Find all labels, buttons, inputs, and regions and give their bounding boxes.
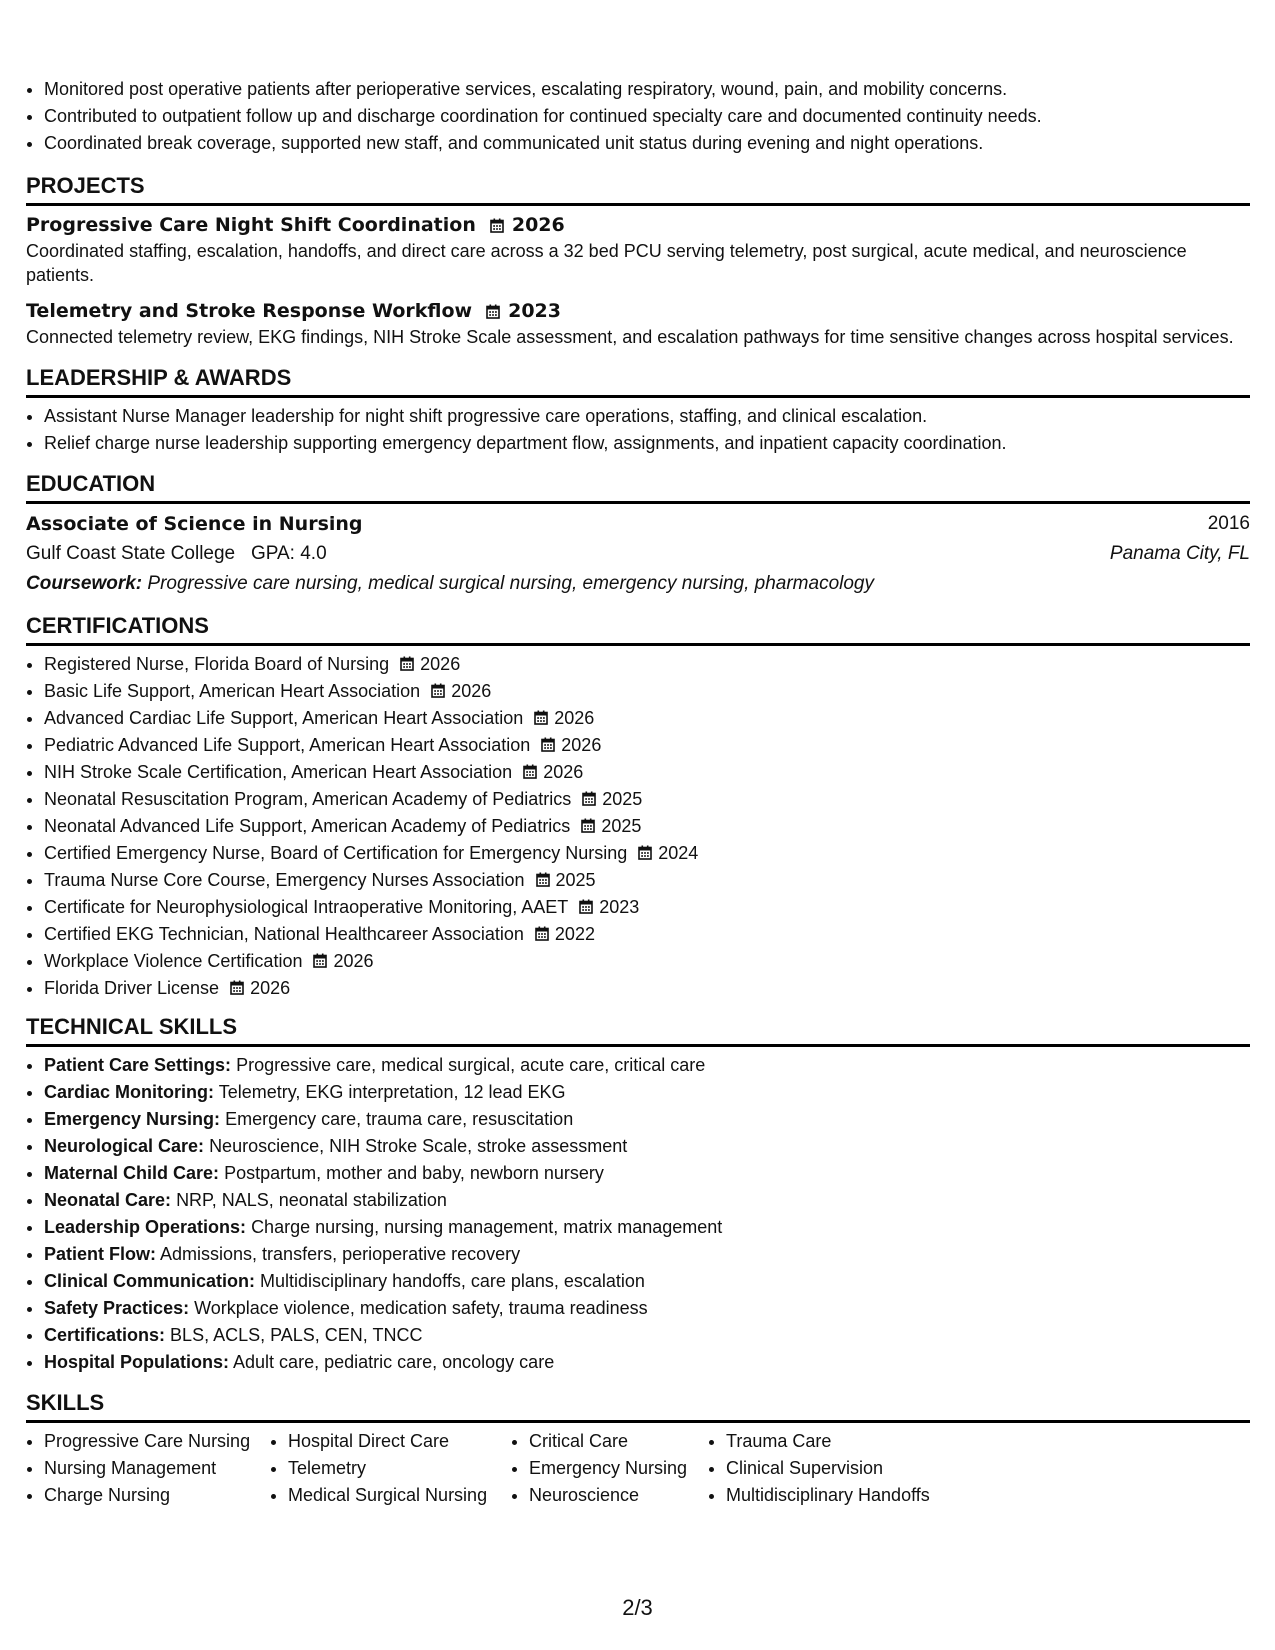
certification-year: 2026 (333, 951, 374, 971)
technical-skill-item (44, 1349, 1250, 1376)
technical-skill-label: Leadership Operations: (44, 1217, 247, 1237)
project-title-row (26, 297, 1250, 325)
technical-skills-list (26, 1052, 1250, 1376)
technical-skill-item (44, 1214, 1250, 1241)
graduation-year: 2016 (1207, 513, 1250, 534)
section-heading: CERTIFICATIONS (26, 613, 209, 638)
calendar-icon (541, 737, 555, 752)
skill-item: • Nursing Management (44, 1455, 270, 1482)
certification-name: Trauma Nurse Core Course, Emergency Nurses Association (44, 870, 525, 890)
project-year: 2026 (511, 214, 565, 236)
certification-year: 2026 (420, 654, 461, 674)
technical-skill-value: Postpartum, mother and baby, newborn nursery (224, 1163, 604, 1183)
technical-skill-item (44, 1268, 1250, 1295)
section-divider (26, 501, 1250, 504)
certification-item (44, 921, 1250, 948)
certification-year: 2025 (601, 816, 642, 836)
skill-item: • Critical Care (529, 1428, 708, 1455)
page-number: 2/3 (622, 1595, 653, 1620)
section-divider (26, 643, 1250, 646)
section-heading: TECHNICAL SKILLS (26, 1014, 238, 1039)
certification-name: Advanced Cardiac Life Support, American Heart Association (44, 708, 524, 728)
certification-year: 2026 (451, 681, 492, 701)
technical-skill-value: Admissions, transfers, perioperative recovery (160, 1244, 521, 1264)
technical-skill-value: Multidisciplinary handoffs, care plans, escalation (260, 1271, 645, 1291)
technical-skill-label: Safety Practices: (44, 1298, 190, 1318)
technical-skill-value: Workplace violence, medication safety, trauma readiness (194, 1298, 648, 1318)
experience-bullets (26, 76, 1250, 157)
skills-column (26, 1428, 270, 1509)
certification-name: Workplace Violence Certification (44, 951, 303, 971)
project-title: Telemetry and Stroke Response Workflow (26, 300, 473, 322)
certification-name: Neonatal Advanced Life Support, American Academy of Pediatrics (44, 816, 571, 836)
certification-name: Florida Driver License (44, 978, 220, 998)
certification-item (44, 651, 1250, 678)
certification-item (44, 813, 1250, 840)
calendar-icon (535, 926, 549, 941)
project-description: Connected telemetry review, EKG findings, NIH Stroke Scale assessment, and escalation pathways for time sensitive changes across hospital services. (26, 327, 1234, 347)
technical-skill-item (44, 1160, 1250, 1187)
calendar-icon (536, 872, 550, 887)
skills-column (708, 1428, 948, 1509)
certification-name: Basic Life Support, American Heart Association (44, 681, 421, 701)
section-divider (26, 203, 1250, 206)
skills-columns (26, 1428, 1250, 1509)
skill-item: • Neuroscience (529, 1482, 708, 1509)
technical-skill-label: Neurological Care: (44, 1136, 205, 1156)
calendar-icon (400, 656, 414, 671)
calendar-icon (581, 818, 595, 833)
certification-item (44, 678, 1250, 705)
technical-skill-value: Charge nursing, nursing management, matrix management (251, 1217, 723, 1237)
certification-item (44, 732, 1250, 759)
technical-skill-value: Adult care, pediatric care, oncology care (233, 1352, 555, 1372)
certification-item (44, 867, 1250, 894)
certification-year: 2026 (543, 762, 584, 782)
education-school-row (26, 539, 1250, 569)
certification-name: Certified EKG Technician, National Healthcareer Association (44, 924, 524, 944)
technical-skill-item (44, 1241, 1250, 1268)
education-degree-row (26, 509, 1250, 539)
technical-skill-label: Patient Flow: (44, 1244, 156, 1264)
certifications-section (26, 613, 1250, 1002)
certification-item (44, 948, 1250, 975)
coursework-list: Progressive care nursing, medical surgical nursing, emergency nursing, pharmacology (147, 573, 874, 594)
technical-skill-item (44, 1187, 1250, 1214)
technical-skill-label: Patient Care Settings: (44, 1055, 232, 1075)
coursework-label: Coursework: (26, 573, 143, 594)
education-section (26, 471, 1250, 599)
leadership-list (26, 403, 1250, 457)
certification-year: 2022 (554, 924, 595, 944)
certification-name: Certified Emergency Nurse, Board of Certification for Emergency Nursing (44, 843, 628, 863)
skill-item: • Progressive Care Nursing (44, 1428, 270, 1455)
certification-year: 2026 (554, 708, 595, 728)
list-item: • Monitored post operative patients after perioperative services, escalating respiratory, wound, pain, and mobility concerns. (44, 76, 1250, 103)
certification-item (44, 840, 1250, 867)
list-item: • Relief charge nurse leadership supporting emergency department flow, assignments, and inpatient capacity coordination. (44, 430, 1250, 457)
project-entry (26, 211, 1250, 287)
technical-skill-label: Clinical Communication: (44, 1271, 256, 1291)
project-title: Progressive Care Night Shift Coordination (26, 214, 476, 236)
project-description: Coordinated staffing, escalation, handoffs, and direct care across a 32 bed PCU serving telemetry, post surgical, acute medical, and neuroscience patients. (26, 241, 1187, 285)
certification-name: Certificate for Neurophysiological Intraoperative Monitoring, AAET (44, 897, 569, 917)
calendar-icon (582, 791, 596, 806)
leadership-section (26, 365, 1250, 457)
project-title-row (26, 211, 1250, 239)
calendar-icon (486, 304, 500, 319)
calendar-icon (579, 899, 593, 914)
certification-item (44, 894, 1250, 921)
technical-skill-item (44, 1052, 1250, 1079)
list-item: • Assistant Nurse Manager leadership for night shift progressive care operations, staffing, and clinical escalation. (44, 403, 1250, 430)
technical-skill-value: BLS, ACLS, PALS, CEN, TNCC (170, 1325, 423, 1345)
certification-item (44, 705, 1250, 732)
certification-item (44, 759, 1250, 786)
skills-column (511, 1428, 708, 1509)
projects-section (26, 173, 1250, 349)
technical-skill-value: Progressive care, medical surgical, acute care, critical care (236, 1055, 706, 1075)
project-entry (26, 297, 1250, 349)
certification-item (44, 975, 1250, 1002)
section-divider (26, 395, 1250, 398)
technical-skill-item (44, 1295, 1250, 1322)
coursework-row (26, 569, 1250, 599)
certification-name: Registered Nurse, Florida Board of Nursing (44, 654, 390, 674)
skill-item: • Telemetry (288, 1455, 511, 1482)
certification-year: 2025 (555, 870, 596, 890)
section-heading: LEADERSHIP & AWARDS (26, 365, 292, 390)
list-item: • Contributed to outpatient follow up and discharge coordination for continued specialty care and documented continuity needs. (44, 103, 1250, 130)
skill-item: • Hospital Direct Care (288, 1428, 511, 1455)
calendar-icon (431, 683, 445, 698)
certification-year: 2026 (561, 735, 602, 755)
technical-skill-value: NRP, NALS, neonatal stabilization (176, 1190, 447, 1210)
school-location: Panama City, FL (1109, 543, 1250, 564)
calendar-icon (534, 710, 548, 725)
skill-item: • Emergency Nursing (529, 1455, 708, 1482)
section-divider (26, 1420, 1250, 1423)
technical-skills-section (26, 1014, 1250, 1376)
degree-name: Associate of Science in Nursing (26, 513, 363, 535)
technical-skill-label: Certifications: (44, 1325, 166, 1345)
technical-skill-label: Emergency Nursing: (44, 1109, 221, 1129)
section-heading: PROJECTS (26, 173, 145, 198)
technical-skill-value: Telemetry, EKG interpretation, 12 lead EKG (218, 1082, 566, 1102)
section-divider (26, 1044, 1250, 1047)
technical-skill-item (44, 1322, 1250, 1349)
technical-skill-label: Hospital Populations: (44, 1352, 230, 1372)
calendar-icon (230, 980, 244, 995)
skill-item: • Clinical Supervision (726, 1455, 948, 1482)
gpa: GPA: 4.0 (250, 543, 327, 564)
certification-year: 2023 (599, 897, 640, 917)
section-heading: SKILLS (26, 1390, 105, 1415)
project-year: 2023 (508, 300, 561, 322)
technical-skill-item (44, 1079, 1250, 1106)
skill-item: • Charge Nursing (44, 1482, 270, 1509)
skills-section (26, 1390, 1250, 1509)
calendar-icon (313, 953, 327, 968)
technical-skill-label: Maternal Child Care: (44, 1163, 220, 1183)
calendar-icon (490, 218, 504, 233)
technical-skill-label: Cardiac Monitoring: (44, 1082, 214, 1102)
certifications-list (26, 651, 1250, 1002)
skill-item: • Trauma Care (726, 1428, 948, 1455)
calendar-icon (523, 764, 537, 779)
certification-year: 2026 (250, 978, 291, 998)
technical-skill-item (44, 1106, 1250, 1133)
skills-column (270, 1428, 511, 1509)
technical-skill-value: Neuroscience, NIH Stroke Scale, stroke assessment (209, 1136, 628, 1156)
resume-page (26, 76, 1250, 1509)
certification-item (44, 786, 1250, 813)
technical-skill-label: Neonatal Care: (44, 1190, 172, 1210)
certification-year: 2025 (602, 789, 643, 809)
certification-name: Neonatal Resuscitation Program, American Academy of Pediatrics (44, 789, 572, 809)
calendar-icon (638, 845, 652, 860)
certification-name: NIH Stroke Scale Certification, American Heart Association (44, 762, 513, 782)
certification-name: Pediatric Advanced Life Support, American Heart Association (44, 735, 531, 755)
list-item: • Coordinated break coverage, supported new staff, and communicated unit status during evening and night operations. (44, 130, 1250, 157)
section-heading: EDUCATION (26, 471, 156, 496)
school-name: Gulf Coast State College (26, 543, 236, 564)
certification-year: 2024 (658, 843, 699, 863)
technical-skill-value: Emergency care, trauma care, resuscitation (225, 1109, 574, 1129)
skill-item: • Multidisciplinary Handoffs (726, 1482, 948, 1509)
technical-skill-item (44, 1133, 1250, 1160)
skill-item: • Medical Surgical Nursing (288, 1482, 511, 1509)
